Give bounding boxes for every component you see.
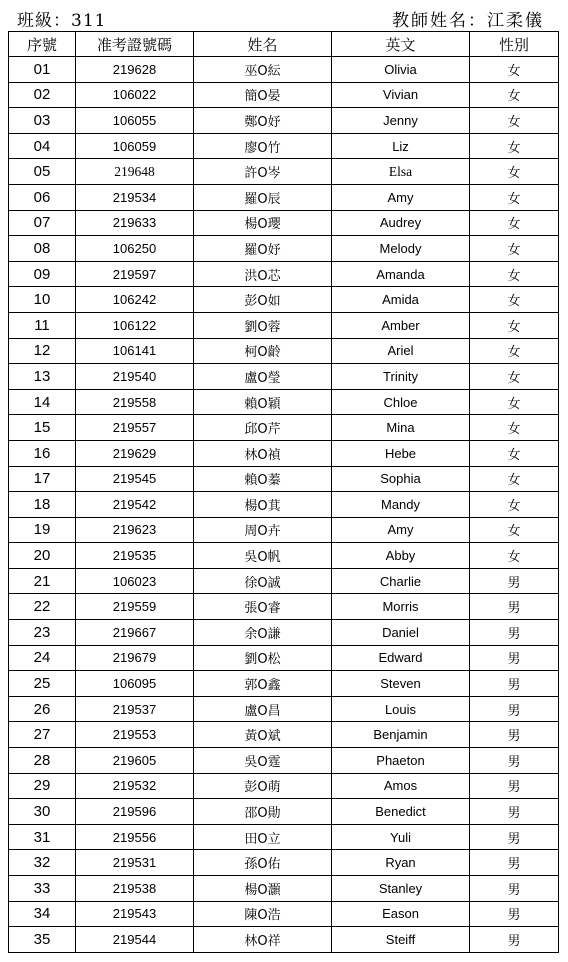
row-english-name-cell: Abby: [332, 543, 470, 569]
table-row: [9, 82, 559, 108]
row-name-cell: 田O立: [194, 824, 332, 850]
table-row: [9, 543, 559, 569]
row-seq-cell: 28: [9, 748, 76, 774]
row-seq-cell: 17: [9, 466, 76, 492]
table-row: [9, 236, 559, 262]
row-english-name-cell: Amanda: [332, 261, 470, 287]
row-seq-cell: 29: [9, 773, 76, 799]
table-row: [9, 312, 559, 338]
row-english-name-cell: Amy: [332, 517, 470, 543]
row-seq-cell: 01: [9, 57, 76, 83]
table-row: [9, 671, 559, 697]
row-seq-cell: 20: [9, 543, 76, 569]
row-gender-cell: 男: [470, 671, 559, 697]
row-seq-cell: 13: [9, 364, 76, 390]
table-row: [9, 850, 559, 876]
row-english-name-cell: Chloe: [332, 389, 470, 415]
row-exam-id-cell: 106055: [76, 108, 194, 134]
row-name-cell: 余O謙: [194, 620, 332, 646]
row-seq-cell: 24: [9, 645, 76, 671]
row-exam-id-cell: 106141: [76, 338, 194, 364]
row-english-name-cell: Benedict: [332, 799, 470, 825]
row-gender-cell: 男: [470, 696, 559, 722]
table-row: [9, 901, 559, 927]
row-gender-cell: 男: [470, 799, 559, 825]
row-seq-cell: 23: [9, 620, 76, 646]
table-body: [9, 57, 559, 953]
table-row: [9, 773, 559, 799]
row-name-cell: 楊O萁: [194, 492, 332, 518]
student-roster-table: [8, 31, 559, 953]
row-name-cell: 許O岑: [194, 159, 332, 185]
row-seq-cell: 21: [9, 568, 76, 594]
table-row: [9, 645, 559, 671]
row-english-name-cell: Charlie: [332, 568, 470, 594]
row-seq-cell: 14: [9, 389, 76, 415]
table-row: [9, 261, 559, 287]
row-exam-id-cell: 219633: [76, 210, 194, 236]
table-row: [9, 620, 559, 646]
row-gender-cell: 女: [470, 312, 559, 338]
row-gender-cell: 女: [470, 338, 559, 364]
row-exam-id-cell: 106059: [76, 133, 194, 159]
row-exam-id-cell: 219540: [76, 364, 194, 390]
row-gender-cell: 女: [470, 415, 559, 441]
row-gender-cell: 男: [470, 568, 559, 594]
row-gender-cell: 男: [470, 722, 559, 748]
header-row: [9, 32, 559, 57]
row-name-cell: 劉O松: [194, 645, 332, 671]
row-exam-id-cell: 219543: [76, 901, 194, 927]
row-seq-cell: 25: [9, 671, 76, 697]
row-name-cell: 林O祥: [194, 927, 332, 953]
row-seq-cell: 16: [9, 440, 76, 466]
row-name-cell: 楊O瓔: [194, 210, 332, 236]
table-row: [9, 696, 559, 722]
row-seq-cell: 27: [9, 722, 76, 748]
table-row: [9, 287, 559, 313]
row-english-name-cell: Vivian: [332, 82, 470, 108]
row-name-cell: 劉O蓉: [194, 312, 332, 338]
row-english-name-cell: Yuli: [332, 824, 470, 850]
table-row: [9, 722, 559, 748]
row-english-name-cell: Amber: [332, 312, 470, 338]
row-seq-cell: 07: [9, 210, 76, 236]
row-name-cell: 盧O昌: [194, 696, 332, 722]
row-exam-id-cell: 106095: [76, 671, 194, 697]
row-english-name-cell: Ryan: [332, 850, 470, 876]
row-exam-id-cell: 219553: [76, 722, 194, 748]
row-exam-id-cell: 219558: [76, 389, 194, 415]
row-gender-cell: 男: [470, 901, 559, 927]
row-gender-cell: 男: [470, 645, 559, 671]
row-seq-cell: 15: [9, 415, 76, 441]
row-seq-cell: 30: [9, 799, 76, 825]
row-english-name-cell: Jenny: [332, 108, 470, 134]
row-english-name-cell: Edward: [332, 645, 470, 671]
row-exam-id-cell: 106242: [76, 287, 194, 313]
table-row: [9, 389, 559, 415]
row-name-cell: 巫O紜: [194, 57, 332, 83]
row-english-name-cell: Phaeton: [332, 748, 470, 774]
row-seq-cell: 18: [9, 492, 76, 518]
row-gender-cell: 男: [470, 620, 559, 646]
table-row: [9, 824, 559, 850]
row-english-name-cell: Benjamin: [332, 722, 470, 748]
row-name-cell: 邱O芹: [194, 415, 332, 441]
row-name-cell: 柯O齡: [194, 338, 332, 364]
table-row: [9, 466, 559, 492]
row-seq-cell: 09: [9, 261, 76, 287]
row-name-cell: 邵O勛: [194, 799, 332, 825]
row-name-cell: 林O禎: [194, 440, 332, 466]
table-row: [9, 927, 559, 953]
row-english-name-cell: Melody: [332, 236, 470, 262]
row-english-name-cell: Mandy: [332, 492, 470, 518]
row-english-name-cell: Liz: [332, 133, 470, 159]
row-exam-id-cell: 106250: [76, 236, 194, 262]
table-row: [9, 415, 559, 441]
row-english-name-cell: Olivia: [332, 57, 470, 83]
row-english-name-cell: Morris: [332, 594, 470, 620]
row-gender-cell: 女: [470, 236, 559, 262]
row-seq-cell: 04: [9, 133, 76, 159]
row-exam-id-cell: 219544: [76, 927, 194, 953]
row-gender-cell: 女: [470, 389, 559, 415]
row-gender-cell: 女: [470, 517, 559, 543]
row-gender-cell: 女: [470, 82, 559, 108]
row-seq-cell: 35: [9, 927, 76, 953]
row-name-cell: 黃O斌: [194, 722, 332, 748]
row-english-name-cell: Amida: [332, 287, 470, 313]
row-name-cell: 洪O芯: [194, 261, 332, 287]
table-row: [9, 108, 559, 134]
row-name-cell: 羅O妤: [194, 236, 332, 262]
row-english-name-cell: Eason: [332, 901, 470, 927]
row-exam-id-cell: 219532: [76, 773, 194, 799]
row-seq-cell: 34: [9, 901, 76, 927]
row-gender-cell: 女: [470, 184, 559, 210]
row-exam-id-cell: 219679: [76, 645, 194, 671]
row-english-name-cell: Audrey: [332, 210, 470, 236]
column-header-name: 姓名: [194, 32, 332, 57]
table-row: [9, 799, 559, 825]
row-exam-id-cell: 106022: [76, 82, 194, 108]
row-name-cell: 吳O帆: [194, 543, 332, 569]
row-gender-cell: 女: [470, 57, 559, 83]
row-exam-id-cell: 219628: [76, 57, 194, 83]
row-gender-cell: 女: [470, 543, 559, 569]
row-english-name-cell: Ariel: [332, 338, 470, 364]
row-seq-cell: 06: [9, 184, 76, 210]
row-name-cell: 鄭O妤: [194, 108, 332, 134]
row-exam-id-cell: 219648: [76, 159, 194, 185]
row-name-cell: 吳O霆: [194, 748, 332, 774]
row-seq-cell: 26: [9, 696, 76, 722]
row-exam-id-cell: 219531: [76, 850, 194, 876]
row-name-cell: 徐O誠: [194, 568, 332, 594]
row-name-cell: 廖O竹: [194, 133, 332, 159]
table-row: [9, 876, 559, 902]
row-gender-cell: 女: [470, 133, 559, 159]
row-gender-cell: 男: [470, 876, 559, 902]
column-header-gender: 性別: [470, 32, 559, 57]
row-name-cell: 羅O辰: [194, 184, 332, 210]
column-header-english-name: 英文: [332, 32, 470, 57]
row-exam-id-cell: 219538: [76, 876, 194, 902]
row-exam-id-cell: 219629: [76, 440, 194, 466]
row-exam-id-cell: 219535: [76, 543, 194, 569]
row-seq-cell: 31: [9, 824, 76, 850]
teacher-label: 教師姓名：江柔儀: [392, 11, 544, 31]
row-exam-id-cell: 219537: [76, 696, 194, 722]
row-exam-id-cell: 219542: [76, 492, 194, 518]
row-gender-cell: 男: [470, 850, 559, 876]
row-english-name-cell: Daniel: [332, 620, 470, 646]
row-gender-cell: 女: [470, 210, 559, 236]
row-name-cell: 賴O蓁: [194, 466, 332, 492]
table-row: [9, 517, 559, 543]
row-english-name-cell: Steiff: [332, 927, 470, 953]
column-header-seq: 序號: [9, 32, 76, 57]
row-gender-cell: 女: [470, 108, 559, 134]
row-name-cell: 郭O鑫: [194, 671, 332, 697]
row-name-cell: 簡O晏: [194, 82, 332, 108]
table-header: [9, 32, 559, 57]
table-row: [9, 210, 559, 236]
row-english-name-cell: Louis: [332, 696, 470, 722]
table-row: [9, 492, 559, 518]
table-row: [9, 159, 559, 185]
row-exam-id-cell: 106122: [76, 312, 194, 338]
row-english-name-cell: Trinity: [332, 364, 470, 390]
row-seq-cell: 19: [9, 517, 76, 543]
row-exam-id-cell: 219623: [76, 517, 194, 543]
row-exam-id-cell: 219534: [76, 184, 194, 210]
row-english-name-cell: Stanley: [332, 876, 470, 902]
row-exam-id-cell: 219557: [76, 415, 194, 441]
row-seq-cell: 12: [9, 338, 76, 364]
table-row: [9, 594, 559, 620]
table-row: [9, 57, 559, 83]
row-name-cell: 彭O如: [194, 287, 332, 313]
row-gender-cell: 女: [470, 159, 559, 185]
table-row: [9, 568, 559, 594]
row-gender-cell: 女: [470, 364, 559, 390]
row-english-name-cell: Hebe: [332, 440, 470, 466]
row-gender-cell: 女: [470, 440, 559, 466]
row-gender-cell: 女: [470, 261, 559, 287]
row-name-cell: 張O睿: [194, 594, 332, 620]
row-seq-cell: 03: [9, 108, 76, 134]
row-exam-id-cell: 219596: [76, 799, 194, 825]
row-exam-id-cell: 219559: [76, 594, 194, 620]
row-exam-id-cell: 219597: [76, 261, 194, 287]
document-header: [0, 0, 568, 30]
row-gender-cell: 男: [470, 927, 559, 953]
row-name-cell: 彭O萌: [194, 773, 332, 799]
row-seq-cell: 11: [9, 312, 76, 338]
row-gender-cell: 男: [470, 748, 559, 774]
row-name-cell: 陳O浩: [194, 901, 332, 927]
row-english-name-cell: Amy: [332, 184, 470, 210]
row-exam-id-cell: 219545: [76, 466, 194, 492]
row-name-cell: 楊O灝: [194, 876, 332, 902]
table-row: [9, 364, 559, 390]
row-exam-id-cell: 219667: [76, 620, 194, 646]
table-row: [9, 338, 559, 364]
row-gender-cell: 男: [470, 773, 559, 799]
class-label: 班級：311: [17, 11, 107, 31]
row-english-name-cell: Sophia: [332, 466, 470, 492]
row-gender-cell: 女: [470, 287, 559, 313]
column-header-exam-id: 准考證號碼: [76, 32, 194, 57]
row-name-cell: 孫O佑: [194, 850, 332, 876]
table-row: [9, 184, 559, 210]
row-seq-cell: 33: [9, 876, 76, 902]
row-gender-cell: 男: [470, 824, 559, 850]
row-name-cell: 周O卉: [194, 517, 332, 543]
row-exam-id-cell: 219605: [76, 748, 194, 774]
row-seq-cell: 32: [9, 850, 76, 876]
row-seq-cell: 22: [9, 594, 76, 620]
row-seq-cell: 05: [9, 159, 76, 185]
row-gender-cell: 女: [470, 492, 559, 518]
table-row: [9, 440, 559, 466]
row-exam-id-cell: 219556: [76, 824, 194, 850]
row-english-name-cell: Steven: [332, 671, 470, 697]
row-name-cell: 賴O穎: [194, 389, 332, 415]
table-row: [9, 748, 559, 774]
row-gender-cell: 女: [470, 466, 559, 492]
row-english-name-cell: Mina: [332, 415, 470, 441]
row-seq-cell: 08: [9, 236, 76, 262]
row-name-cell: 盧O瑩: [194, 364, 332, 390]
row-seq-cell: 02: [9, 82, 76, 108]
row-gender-cell: 男: [470, 594, 559, 620]
row-english-name-cell: Amos: [332, 773, 470, 799]
row-english-name-cell: Elsa: [332, 159, 470, 185]
table-row: [9, 133, 559, 159]
row-exam-id-cell: 106023: [76, 568, 194, 594]
row-seq-cell: 10: [9, 287, 76, 313]
